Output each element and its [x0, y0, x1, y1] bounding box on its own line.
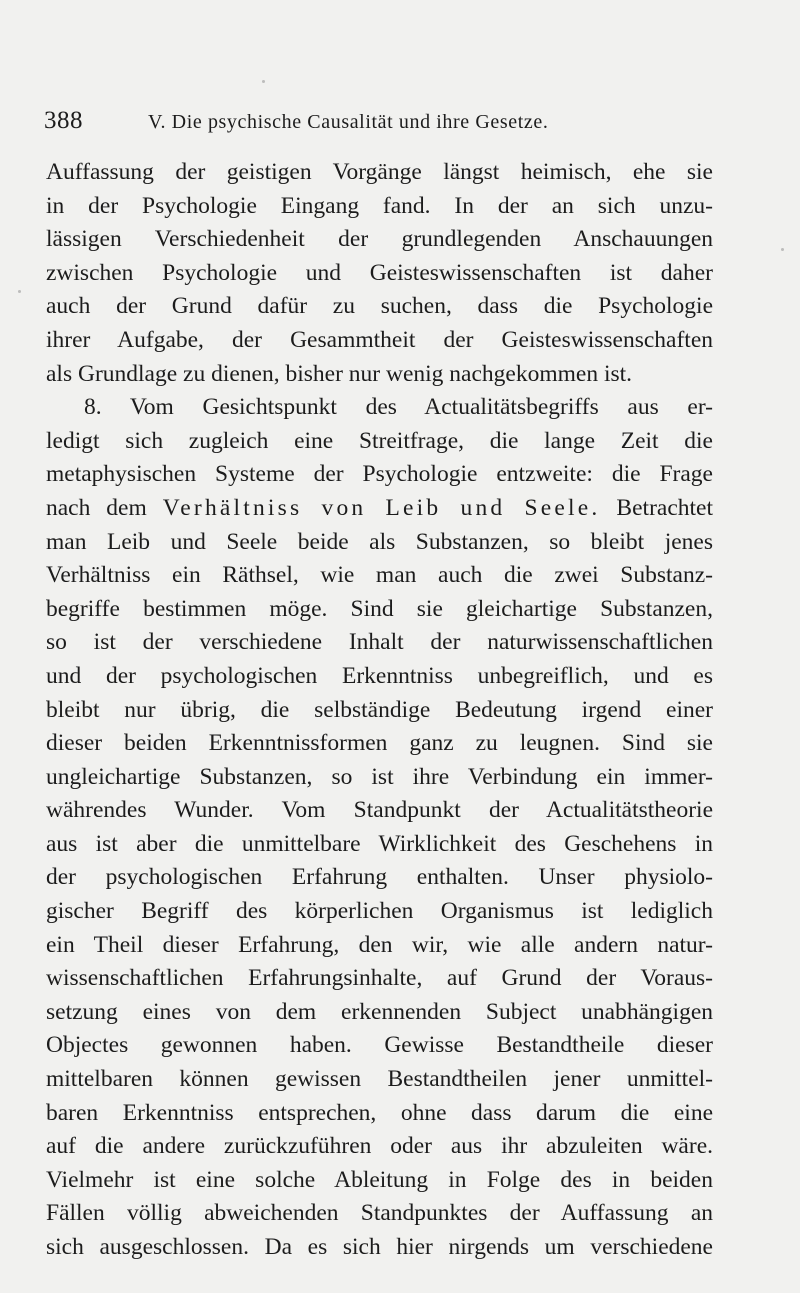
text-line: ihrer Aufgabe, der Gesammtheit der Geisteswissenschaften [46, 326, 713, 353]
text-line: mittelbaren können gewissen Bestandtheilen jener unmittel- [46, 1066, 713, 1093]
paper-speck [262, 80, 265, 83]
text-line: gischer Begriff des körperlichen Organismus ist lediglich [46, 898, 713, 925]
text-line: dieser beiden Erkenntnissformen ganz zu leugnen. Sind sie [46, 730, 713, 757]
emphasis-spaced-text: Verhältniss von Leib und Seele. [162, 494, 601, 521]
text-line: begriffe bestimmen möge. Sind sie gleichartige Substanzen, [46, 595, 713, 622]
text-line: auf die andere zurückzuführen oder aus ihr abzuleiten wäre. [46, 1133, 713, 1160]
text-line-with-emphasis [46, 492, 713, 526]
paper-speck [18, 290, 21, 293]
text-line: Vielmehr ist eine solche Ableitung in Folge des in beiden [46, 1166, 713, 1193]
text-line: wissenschaftlichen Erfahrungsinhalte, auf Grund der Voraus- [46, 965, 713, 992]
text-line: Verhältniss ein Räthsel, wie man auch die zwei Substanz- [46, 562, 713, 589]
text-span: Betrachtet [600, 494, 713, 521]
text-line: der psychologischen Erfahrung enthalten. Unser physiolo- [46, 864, 713, 891]
body-text [46, 156, 713, 1265]
text-line: so ist der verschiedene Inhalt der naturwissenschaftlichen [46, 629, 713, 656]
text-line: auch der Grund dafür zu suchen, dass die Psychologie [46, 293, 713, 320]
text-line: ein Theil dieser Erfahrung, den wir, wie alle andern natur- [46, 931, 713, 958]
text-span: nach dem [46, 494, 163, 521]
text-line: Objectes gewonnen haben. Gewisse Bestandtheile dieser [46, 1032, 713, 1059]
text-line: setzung eines von dem erkennenden Subject unabhängigen [46, 998, 713, 1025]
text-line: in der Psychologie Eingang fand. In der an sich unzu- [46, 192, 713, 219]
text-line: währendes Wunder. Vom Standpunkt der Actualitätstheorie [46, 797, 713, 824]
text-line: Fällen völlig abweichenden Standpunktes der Auffassung an [46, 1200, 713, 1227]
text-line: und der psychologischen Erkenntniss unbegreiflich, und es [46, 662, 713, 689]
text-line: ungleichartige Substanzen, so ist ihre Verbindung ein immer- [46, 763, 713, 790]
text-line: ledigt sich zugleich eine Streitfrage, die lange Zeit die [46, 427, 713, 454]
page-number: 388 [44, 107, 83, 134]
text-line: sich ausgeschlossen. Da es sich hier nirgends um verschiedene [46, 1234, 713, 1260]
text-line: Auffassung der geistigen Vorgänge längst heimisch, ehe sie [46, 159, 713, 185]
text-line: metaphysischen Systeme der Psychologie entzweite: die Frage [46, 461, 713, 488]
text-line: bleibt nur übrig, die selbständige Bedeutung irgend einer [46, 696, 713, 723]
paper-speck [781, 248, 784, 251]
text-line: lässigen Verschiedenheit der grundlegenden Anschauungen [46, 226, 713, 253]
text-line: man Leib und Seele beide als Substanzen, so bleibt jenes [46, 528, 713, 555]
running-head: V. Die psychische Causalität und ihre Gesetze. [148, 111, 549, 133]
page-header [44, 106, 716, 136]
text-line: baren Erkenntniss entsprechen, ohne dass darum die eine [46, 1099, 713, 1126]
text-line: aus ist aber die unmittelbare Wirklichkeit des Geschehens in [46, 830, 713, 857]
paragraph-end-line: als Grundlage zu dienen, bisher nur wenig nachgekommen ist. [46, 360, 633, 387]
text-line: zwischen Psychologie und Geisteswissenschaften ist daher [46, 259, 713, 286]
paragraph-start-line: 8. Vom Gesichtspunkt des Actualitätsbegriffs aus er- [84, 394, 713, 421]
